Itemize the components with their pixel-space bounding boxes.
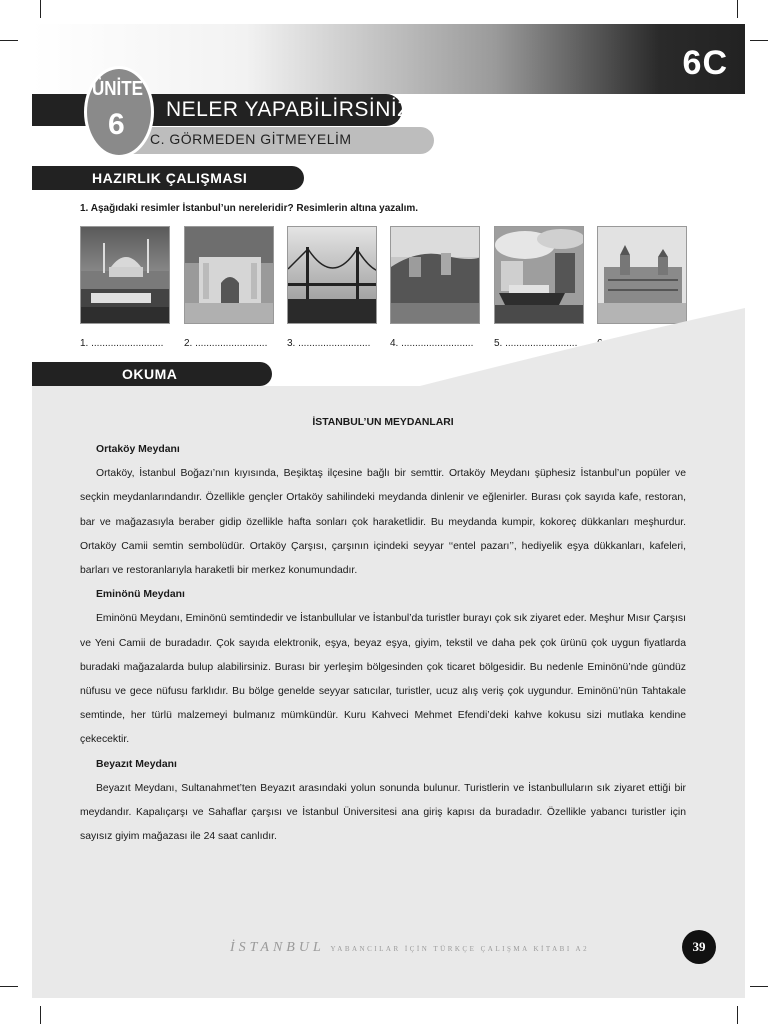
heading-ortakoy: Ortaköy Meydanı	[96, 444, 180, 455]
crop-mark	[750, 986, 768, 987]
heading-eminonu: Eminönü Meydanı	[96, 589, 185, 601]
heading-beyazit: Beyazıt Meydanı	[96, 758, 177, 770]
unit-code: 6C	[682, 44, 728, 82]
unit-number: 6	[108, 108, 125, 141]
exercise-instruction: 1. Aşağıdaki resimler İstanbul’un nereleridir? Resimlerin altına yazalım.	[80, 203, 419, 214]
paragraph-ortakoy: Ortaköy, İstanbul Boğazı’nın kıyısında, Beşiktaş ilçesine bağlı bir semttir. Ortaköy Meydanı şüphesiz İstanbul’un popüler ve seçkin meydanlarındandır. Özellikle gençler Ortaköy sahilindeki meydanda dinlenir ve eğlenirler. Burası çok sayıda kafe, restoran, bar ve mağazasıyla beraber gidip özellikle hafta sonları çok haraketlidir. Bu meydanda kumpir, kokoreç dükkanları meşhurdur. Ortaköy Camii semtin sembolüdür. Ortaköy Çarşısı, çarşının içindeki seyyar ‘‘entel pazarı’’, hediyelik eşya dükkanları, kafeleri, barları ve restoranlarıyla haraketli bir merkez konumundadır.	[80, 468, 686, 577]
crop-mark	[40, 1006, 41, 1024]
crop-mark	[737, 0, 738, 18]
paragraph-beyazit: Beyazıt Meydanı, Sultanahmet’ten Beyazıt arasındaki yolun sonunda bulunur. Turistlerin ve İstanbulluların sık ziyaret ettiği bir meydandır. Kapalıçarşı ve Sahaflar çarşısı ve İstanbul Üniversitesi ana giriş kapısı da buradadır. Özellikle yabancı turistler için sayısız giyim mağazası ile 24 saat canlıdır.	[80, 782, 686, 843]
page-number: 39	[682, 930, 716, 964]
crop-mark	[0, 986, 18, 987]
crop-mark	[737, 1006, 738, 1024]
reading-title: İSTANBUL’UN MEYDANLARI	[312, 417, 454, 428]
answer-blank-2: 2. ..........................	[184, 338, 268, 349]
answer-blank-3: 3. ..........................	[287, 338, 371, 349]
unit-label: ÜNİTE	[92, 78, 143, 100]
unit-subtitle: C. GÖRMEDEN GİTMEYELİM	[150, 131, 352, 147]
reading-text	[80, 438, 686, 849]
section-title-okuma: OKUMA	[122, 366, 178, 382]
section-title-hazirlik: HAZIRLIK ÇALIŞMASI	[92, 170, 248, 186]
answer-blank-4: 4. ..........................	[390, 338, 474, 349]
crop-mark	[40, 0, 41, 18]
unit-title: NELER YAPABİLİRSİNİZ?	[166, 98, 423, 121]
answer-blank-5: 5. ..........................	[494, 338, 578, 349]
crop-mark	[750, 40, 768, 41]
footer-series-title: YABANCILAR İÇİN TÜRKÇE ÇALIŞMA KİTABI A2	[330, 945, 590, 953]
footer-brand: İSTANBUL	[230, 940, 325, 955]
footer-series	[230, 940, 589, 956]
paragraph-eminonu: Eminönü Meydanı, Eminönü semtindedir ve İstanbullular ve İstanbul’da turistler burayı çok sık ziyaret eder. Meşhur Mısır Çarşısı ve Yeni Camii de buradadır. Çok sayıda elektronik, eşya, beyaz eşya, giyim, tekstil ve daha pek çok ürünü çok uygun fiyatlarda buradaki mağazalarda bulup alabilirsiniz. Burası bir yerleşim bölgesinden çok ticaret bölgesidir. Bu nedenle Eminönü’nde gündüz nüfusu ve gece nüfusu farklıdır. Bu bölge genelde seyyar satıcılar, turistler, ucuz alış veriş çok uygundur. Eminönü’nün Tahtakale semtinde, her türlü malzemeyi bulmanız mümkündür. Kuru Kahveci Mehmet Efendi’deki kahve kokusu sizi mutlaka kendine çekecektir.	[80, 613, 686, 746]
answer-blank-1: 1. ..........................	[80, 338, 164, 349]
crop-mark	[0, 40, 18, 41]
